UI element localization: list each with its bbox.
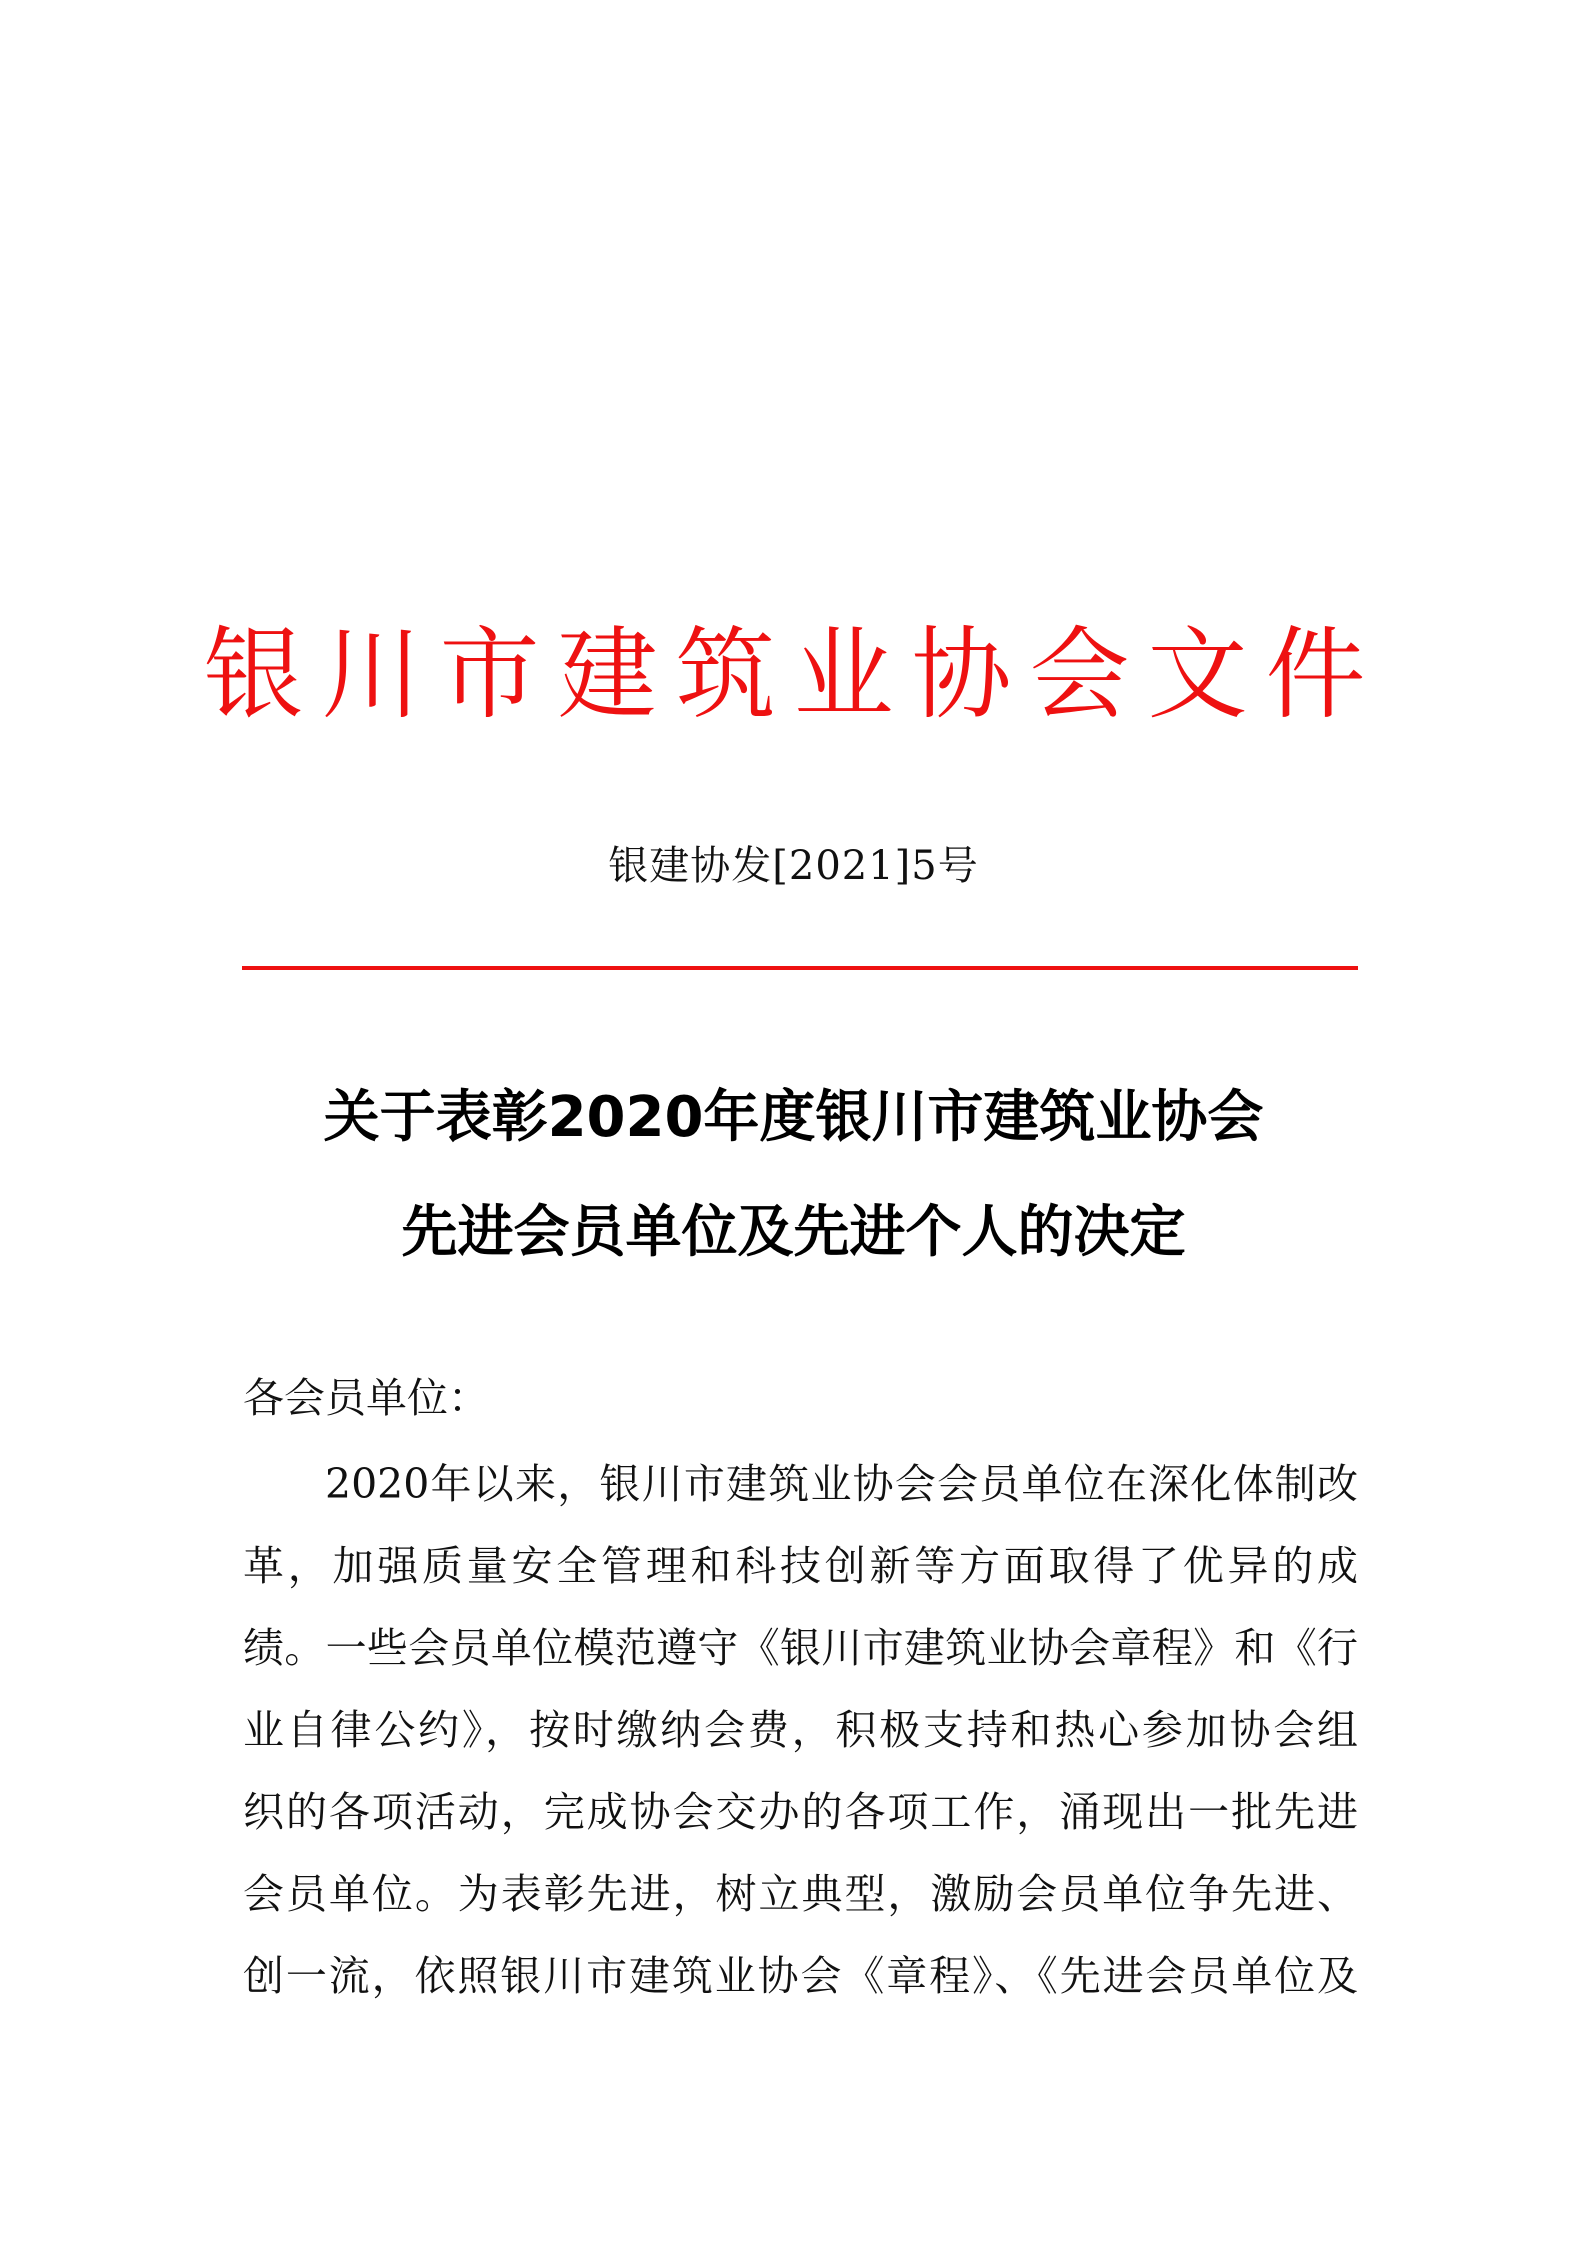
document-number: 银建协发[2021]5号 (608, 843, 979, 889)
document-header-title: 银川市建筑业协会文件 (203, 616, 1384, 733)
red-divider-line (242, 966, 1358, 970)
body-paragraph-line: 绩。一些会员单位模范遵守《银川市建筑业协会章程》和《行 (243, 1624, 1358, 1672)
salutation: 各会员单位： (243, 1374, 489, 1422)
document-title-line-2: 先进会员单位及先进个人的决定 (401, 1200, 1186, 1265)
body-paragraph-line: 织的各项活动，完成协会交办的各项工作，涌现出一批先进 (243, 1788, 1358, 1836)
body-paragraph-line: 会员单位。为表彰先进，树立典型，激励会员单位争先进、 (243, 1870, 1358, 1918)
body-paragraph-line: 革，加强质量安全管理和科技创新等方面取得了优异的成 (243, 1542, 1358, 1590)
body-paragraph-line: 创一流，依照银川市建筑业协会《章程》、《先进会员单位及 (243, 1952, 1358, 2000)
document-title-line-1: 关于表彰2020年度银川市建筑业协会 (323, 1085, 1264, 1150)
body-paragraph-line: 2020年以来，银川市建筑业协会会员单位在深化体制改 (325, 1460, 1358, 1508)
body-paragraph-line: 业自律公约》，按时缴纳会费，积极支持和热心参加协会组 (243, 1706, 1358, 1754)
